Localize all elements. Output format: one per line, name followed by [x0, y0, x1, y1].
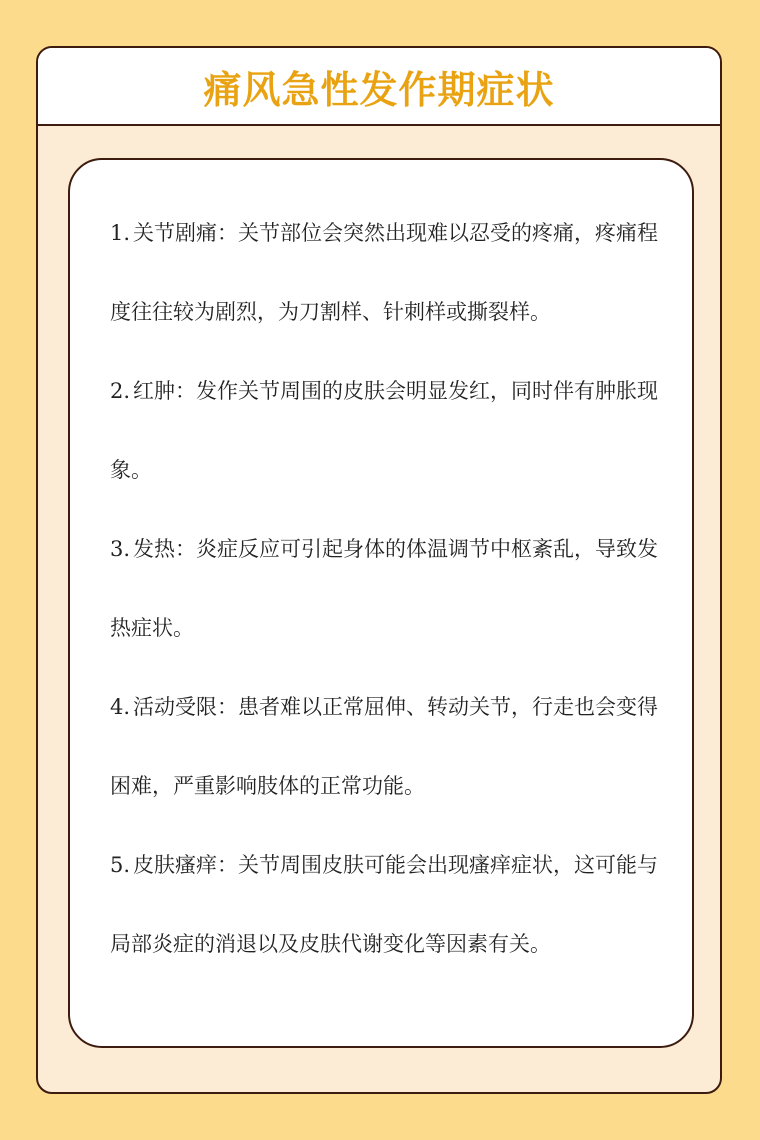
card-header	[38, 48, 720, 126]
list-item	[110, 194, 666, 352]
item-number: 3.	[110, 537, 131, 561]
list-item	[110, 352, 666, 510]
item-text: 活动受限：患者难以正常屈伸、转动关节，行走也会变得困难，严重影响肢体的正常功能。	[110, 695, 659, 798]
content-panel	[68, 158, 694, 1048]
list-item	[110, 826, 666, 984]
symptom-list	[110, 194, 666, 984]
page-title: 痛风急性发作期症状	[203, 67, 555, 112]
list-item	[110, 668, 666, 826]
item-text: 发热：炎症反应可引起身体的体温调节中枢紊乱，导致发热症状。	[110, 537, 659, 640]
symptom-card	[36, 46, 722, 1094]
item-number: 4.	[110, 695, 131, 719]
item-number: 5.	[110, 853, 131, 877]
item-number: 2.	[110, 379, 131, 403]
item-number: 1.	[110, 221, 131, 245]
list-item	[110, 510, 666, 668]
item-text: 红肿：发作关节周围的皮肤会明显发红，同时伴有肿胀现象。	[110, 379, 659, 482]
item-text: 皮肤瘙痒：关节周围皮肤可能会出现瘙痒症状，这可能与局部炎症的消退以及皮肤代谢变化等因素有关。	[110, 853, 659, 956]
item-text: 关节剧痛：关节部位会突然出现难以忍受的疼痛，疼痛程度往往较为剧烈，为刀割样、针刺样或撕裂样。	[110, 221, 659, 324]
